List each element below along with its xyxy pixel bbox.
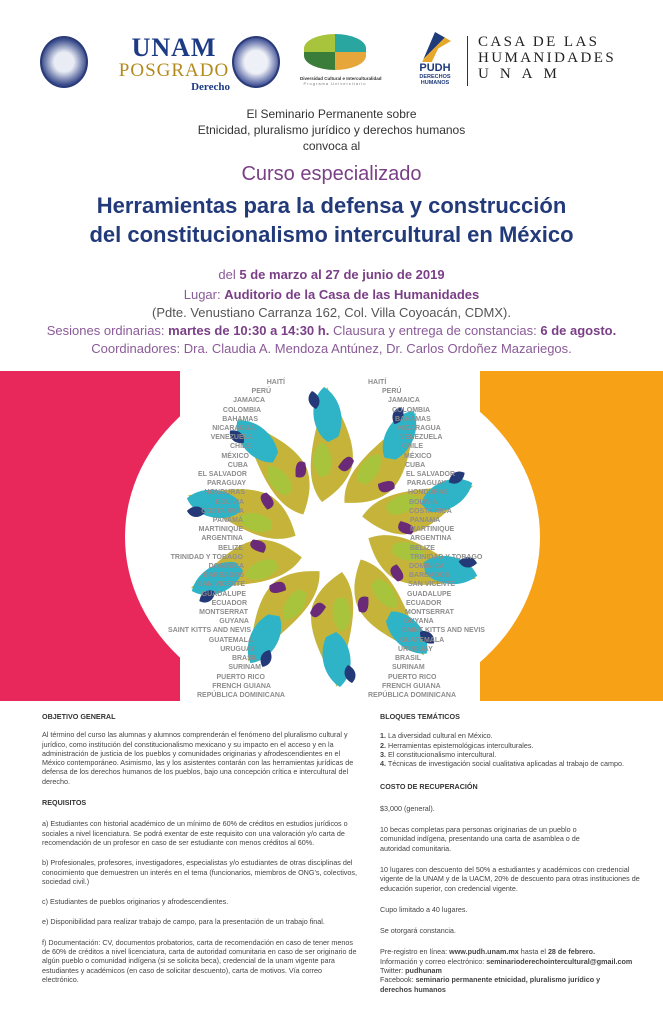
requisito-item: e) Disponibilidad para realizar trabajo de campo, para la presentación de un trabajo final. (42, 917, 325, 927)
country-label: PANAMÁ (212, 517, 243, 525)
posgrado-derecho-logo (118, 34, 230, 98)
twitter-label: Twitter: (380, 966, 404, 976)
intro-line: convoca al (302, 139, 361, 153)
country-label: GUATEMALA (208, 636, 253, 644)
country-label: ARGENTINA (410, 535, 452, 543)
casa-humanidades-logo (478, 34, 638, 94)
bloque-text: La diversidad cultural en México. (388, 731, 493, 741)
bloques-list (380, 731, 642, 768)
facebook-line (380, 975, 620, 994)
country-label: SAN VICENTE (408, 581, 456, 589)
diversidad-cultural-logo (300, 34, 382, 100)
costo-becas: 10 becas completas para personas originarias de un pueblo o comunidad indígena, presentando una carta de asamblea o de autoridad comunitaria. (380, 825, 580, 853)
logo-text: UNAM (478, 66, 568, 82)
country-label: NICARAGUA (398, 425, 441, 433)
country-label: FRENCH GUIANA (212, 682, 271, 690)
logo-text: Derecho (191, 81, 230, 93)
intro-line: Etnicidad, pluralismo jurídico y derechos humanos (197, 123, 466, 137)
requisito-item: a) Estudiantes con historial académico de un mínimo de 60% de créditos en estudios jurídicos o sociales a nivel licenciatura. Se podrá exentar de este requisito con una valoración y/o carta de recomendación de un profesor en caso de ser estudiante con menos créditos al 60%. (42, 819, 348, 847)
country-label: BRASIL (231, 655, 258, 663)
country-label: REPÚBLICA DOMINICANA (368, 691, 457, 699)
logo-text: HUMANOS (420, 80, 450, 86)
logo-divider (467, 36, 468, 86)
derecho-seal-logo (232, 36, 280, 88)
country-label: JAMAICA (388, 397, 420, 405)
requisito-item: f) Documentación: CV, documentos probatorios, carta de recomendación en caso de tener menos de 60% de créditos a nivel licenciatura, carta de autoridad comunitaria en caso de ser originario de algún pueblo o comunidad indígena (si se solicita beca), credencial de la unam vigente para estudiantes y académicos (en caso de solicitar descuento), carta de motivos. Vía correo electrónico. (42, 937, 357, 984)
bloque-text: Herramientas epistemológicas interculturales. (388, 740, 534, 750)
country-label: GUADALUPE (407, 590, 452, 598)
bloque-text: El constitucionalismo intercultural. (388, 749, 497, 759)
coordinators-value: Dra. Claudia A. Mendoza Antúnez, Dr. Carlos Ordoñez Mazariegos. (183, 341, 572, 356)
costo-cupo: Cupo limitado a 40 lugares. (380, 904, 468, 914)
country-label: BAHAMAS (395, 415, 431, 423)
country-label: MÉXICO (221, 452, 249, 460)
country-label: BOLIVIA (409, 498, 438, 506)
diversidad-mark-icon (304, 34, 366, 70)
sessions-line (0, 322, 663, 340)
logo-text: Programa Universitario (303, 81, 367, 86)
country-label: NICARAGUA (212, 425, 255, 433)
unam-seal-logo (40, 36, 88, 88)
objetivo-text: Al término del curso las alumnas y alumnos comprenderán el fenómeno del pluralismo cultural y jurídico, como institución del constitucionalismo mexicano y su impacto en el acceso y en la administración de justicia de los pueblos y comunidades originarias y afrodescendientes en el México contemporáneo. Asimismo, las y los asistentes contarán con las herramientas jurídicas de defensa de los derechos humanos de los pueblos, bajo una concepción crítica e intercultural del derecho. (42, 730, 354, 786)
country-label: CUBA (405, 461, 426, 469)
country-list-right (368, 378, 498, 700)
twitter-line (380, 966, 642, 975)
costo-descuento: 10 lugares con descuento del 50% a estudiantes y académicos con credencial vigente de la UNAM y de la UACM, 20% de descuento para otras instituciones de educación superior, con credencial vigente. (380, 864, 640, 893)
logo-text: CASA DE LAS (478, 34, 600, 50)
sessions-value: martes de 10:30 a 14:30 h. (168, 323, 330, 338)
bloque-item (380, 741, 642, 750)
bloque-number: 3. (380, 749, 386, 759)
dates-line (0, 266, 663, 284)
country-label: GUYANA (404, 618, 434, 626)
preregistro-line (380, 947, 642, 956)
bloque-number: 1. (380, 731, 386, 741)
preregistro-date: 28 de febrero. (547, 947, 596, 957)
coordinators-line (0, 340, 663, 358)
country-label: BARBADOS (409, 572, 450, 580)
country-label: ECUADOR (211, 599, 247, 607)
country-label: VENEZUELA (400, 434, 443, 442)
facebook-page[interactable]: seminario permanente etnicidad, pluralismo jurídico y derechos humanos (380, 975, 601, 994)
country-label: HONDURAS (408, 489, 449, 497)
country-label: EL SALVADOR (406, 471, 456, 479)
country-label: TRINIDAD Y TOBAGO (170, 553, 243, 561)
country-label: BOLIVIA (215, 498, 244, 506)
country-label: BAHAMAS (222, 415, 258, 423)
twitter-handle[interactable]: pudhunam (405, 966, 442, 976)
country-label: MONTSERRAT (405, 609, 454, 617)
address-value: (Pdte. Venustiano Carranza 162, Col. Villa Coyoacán, CDMX). (152, 305, 511, 320)
logo-text: PUDH (419, 62, 451, 74)
country-label: VENEZUELA (210, 434, 253, 442)
bloque-item (380, 759, 642, 768)
country-label: SURINAM (392, 664, 425, 672)
country-label: ECUADOR (406, 599, 442, 607)
country-label: SAN VICENTE (197, 581, 245, 589)
bloque-number: 4. (380, 759, 386, 769)
country-label: BARBADOS (203, 572, 244, 580)
bloque-item (380, 750, 642, 759)
country-label: ARGENTINA (201, 535, 243, 543)
coordinators-label: Coordinadores: (91, 341, 181, 356)
country-label: SAINT KITTS AND NEVIS (402, 627, 485, 635)
country-label: COSTA RICA (201, 507, 244, 515)
requisito-item: b) Profesionales, profesores, investigadores, especialistas y/o estudiantes de otras disciplinas del conocimiento que demuestren un interés en el tema (funcionarios, miembros de ONG's, colectivos, sociedad civil.) (42, 858, 357, 886)
venue-line (0, 286, 663, 304)
closing-value: 6 de agosto. (540, 323, 617, 338)
country-label: COLOMBIA (222, 406, 261, 414)
country-label: MÉXICO (404, 452, 432, 460)
venue-value: Auditorio de la Casa de las Humanidades (224, 287, 480, 302)
country-label: BELIZE (410, 544, 435, 552)
requisito-item: c) Estudiantes de pueblos originarios y afrodescendientes. (42, 897, 229, 907)
country-label: TRINIDAD Y TOBAGO (410, 553, 483, 561)
bloques-heading: BLOQUES TEMÁTICOS (380, 712, 460, 721)
address-line (0, 304, 663, 322)
facebook-label: Facebook: (380, 975, 414, 985)
country-label: PUERTO RICO (216, 673, 265, 681)
country-label: PERÚ (251, 388, 271, 396)
country-label: DOMINICA (208, 563, 244, 571)
country-label: EL SALVADOR (197, 471, 247, 479)
country-label: COSTA RICA (409, 507, 452, 515)
sessions-label: Sesiones ordinarias: (46, 323, 165, 338)
preregistro-label: Pre-registro en línea: (380, 947, 448, 957)
course-title: del constitucionalismo intercultural en México (89, 222, 574, 247)
preregistro-text: hasta el (520, 947, 546, 957)
logo-bar (0, 30, 663, 100)
course-title: Herramientas para la defensa y construcción (96, 193, 567, 218)
country-label: URUGUAY (398, 645, 433, 653)
country-label: JAMAICA (233, 397, 265, 405)
country-label: MARTINIQUE (410, 526, 455, 534)
objetivo-heading: OBJETIVO GENERAL (42, 712, 116, 721)
country-label: MARTINIQUE (198, 526, 243, 534)
logo-text: HUMANIDADES (478, 50, 617, 66)
country-label: GUYANA (219, 618, 249, 626)
country-label: COLOMBIA (392, 406, 431, 414)
country-label: URUGUAY (220, 645, 255, 653)
country-label: SURINAM (228, 664, 261, 672)
dates-value: 5 de marzo al 27 de junio de 2019 (239, 267, 445, 282)
logo-text: Diversidad Cultural e Interculturalidad (300, 76, 382, 81)
country-label: GUADALUPE (201, 590, 246, 598)
country-label: DOMINICA (409, 563, 445, 571)
left-column (42, 712, 360, 984)
requisitos-heading: REQUISITOS (42, 798, 87, 808)
course-type: Curso especializado (241, 163, 422, 185)
country-label: CHILE (402, 443, 423, 451)
email-link[interactable]: seminarioderechointercultural@gmail.com (486, 956, 633, 966)
right-column (380, 712, 642, 994)
closing-label: Clausura y entrega de constancias: (332, 323, 537, 338)
country-label: FRENCH GUIANA (382, 682, 441, 690)
bloque-number: 2. (380, 740, 386, 750)
country-label: SAINT KITTS AND NEVIS (168, 627, 251, 635)
costo-heading: COSTO DE RECUPERACIÓN (380, 782, 478, 792)
country-label: REPÚBLICA DOMINICANA (196, 691, 285, 699)
country-label: CUBA (227, 461, 248, 469)
bloque-text: Técnicas de investigación social cualitativa aplicadas al trabajo de campo. (387, 759, 624, 769)
country-label: HAITÍ (266, 379, 285, 386)
venue-label: Lugar: (183, 287, 221, 302)
logo-text: POSGRADO (118, 60, 230, 81)
country-label: PANAMÁ (410, 517, 441, 525)
country-label: HONDURAS (204, 489, 245, 497)
country-label: PUERTO RICO (388, 673, 437, 681)
country-label: MONTSERRAT (199, 609, 248, 617)
intro-line: El Seminario Permanente sobre (246, 107, 417, 121)
country-list-left (155, 378, 285, 700)
costo-constancia: Se otorgará constancia. (380, 926, 456, 936)
country-label: PARAGUAY (407, 480, 446, 488)
country-label: PERÚ (382, 388, 402, 396)
bloque-item (380, 731, 642, 740)
email-label: Información y correo electrónico: (380, 956, 485, 966)
email-line (380, 957, 642, 966)
country-label: BELIZE (218, 544, 243, 552)
country-label: BRASIL (395, 655, 422, 663)
costo-general: $3,000 (general). (380, 803, 435, 813)
country-label: CHILE (230, 443, 251, 451)
logo-text: DERECHOS (419, 74, 451, 80)
pudh-logo (415, 32, 455, 98)
pudh-bird-icon (419, 32, 451, 62)
logo-text: UNAM (131, 33, 217, 62)
country-label: GUATEMALA (400, 636, 445, 644)
website-link[interactable]: www.pudh.unam.mx (449, 947, 519, 957)
country-label: PARAGUAY (207, 480, 246, 488)
dates-prefix: del (218, 267, 236, 282)
country-label: HAITÍ (368, 379, 387, 386)
